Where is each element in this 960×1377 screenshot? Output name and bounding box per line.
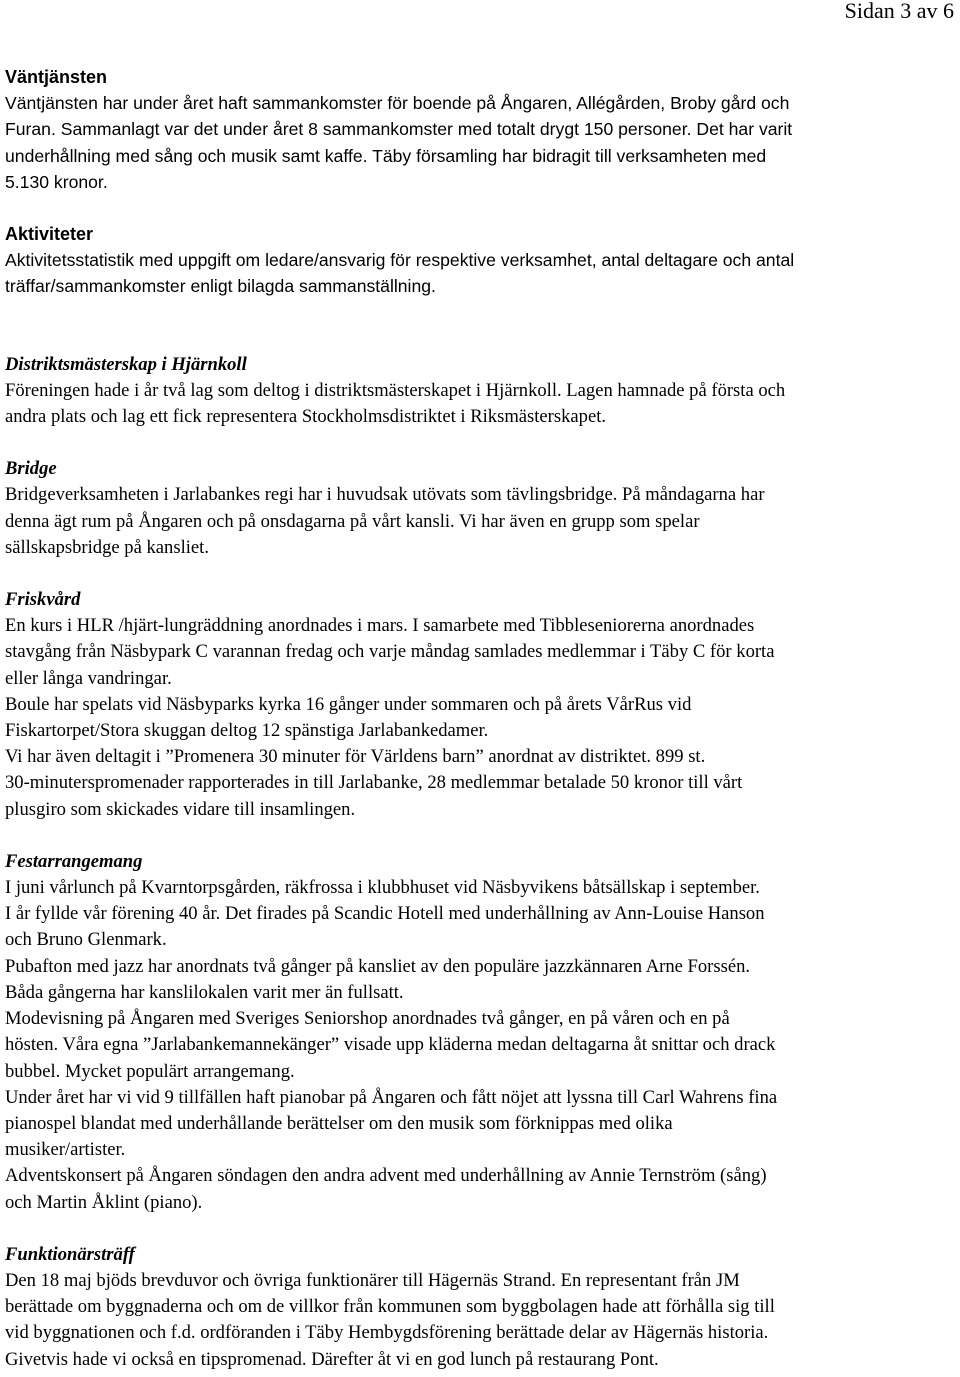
text-line: underhållning med sång och musik samt kaffe. Täby församling har bidragit till verksamheten med <box>5 145 767 166</box>
section-heading: Funktionärsträff <box>5 1243 135 1265</box>
text-line: 5.130 kronor. <box>5 171 108 192</box>
text-line: Under året har vi vid 9 tillfällen haft pianobar på Ångaren och fått nöjet att lyssna till Carl Wahrens fina <box>5 1086 778 1108</box>
text-line: sällskapsbridge på kansliet. <box>5 536 209 558</box>
text-line: Modevisning på Ångaren med Sveriges Seniorshop anordnades två gånger, en på våren och en på <box>5 1008 730 1030</box>
text-line: I juni vårlunch på Kvarntorpsgården, räkfrossa i klubbhuset vid Näsbyvikens båtsällskap i september. <box>5 877 760 899</box>
text-line: Aktivitetsstatistik med uppgift om ledare/ansvarig för respektive verksamhet, antal deltagare och antal <box>5 250 795 271</box>
section-heading: Väntjänsten <box>5 67 108 87</box>
document-body <box>5 64 957 1373</box>
text-line: Väntjänsten har under året haft sammankomster för boende på Ångaren, Allégården, Broby gård och <box>5 93 790 114</box>
text-line: stavgång från Näsbypark C varannan fredag och varje måndag samlades medlemmar i Täby C för korta <box>5 641 775 663</box>
section-distriktsmasterskap <box>5 352 957 431</box>
text-line: andra plats och lag ett fick representera Stockholmsdistriktet i Riksmästerskapet. <box>5 406 607 428</box>
text-line: Adventskonsert på Ångaren söndagen den andra advent med underhållning av Annie Ternström (sång) <box>5 1165 767 1187</box>
text-line: Den 18 maj bjöds brevduvor och övriga funktionärer till Hägernäs Strand. En representant från JM <box>5 1269 740 1291</box>
text-line: berättade om byggnaderna och om de villkor från kommunen som byggbolagen hade att förhålla sig till <box>5 1296 775 1318</box>
text-line: och Martin Åklint (piano). <box>5 1191 203 1213</box>
section-heading: Friskvård <box>5 589 81 611</box>
section-vantjansten <box>5 64 957 195</box>
text-line: denna ägt rum på Ångaren och på onsdagarna på vårt kansli. Vi har även en grupp som spelar <box>5 510 700 532</box>
text-line: Båda gångerna har kanslilokalen varit mer än fullsatt. <box>5 981 404 1003</box>
section-bridge <box>5 456 957 561</box>
section-aktiviteter <box>5 221 957 300</box>
text-line: Furan. Sammanlagt var det under året 8 sammankomster med totalt drygt 150 personer. Det har varit <box>5 119 793 140</box>
text-line: Föreningen hade i år två lag som deltog i distriktsmästerskapet i Hjärnkoll. Lagen hamnade på första och <box>5 379 786 401</box>
text-line: och Bruno Glenmark. <box>5 929 167 951</box>
text-line: Givetvis hade vi också en tipspromenad. Därefter åt vi en god lunch på restaurang Pont. <box>5 1348 659 1370</box>
text-line: träffar/sammankomster enligt bilagda sammanställning. <box>5 276 436 297</box>
text-line: Bridgeverksamheten i Jarlabankes regi har i huvudsak utövats som tävlingsbridge. På måndagarna har <box>5 484 765 506</box>
text-line: eller långa vandringar. <box>5 667 172 689</box>
page-number: Sidan 3 av 6 <box>844 0 954 23</box>
text-line: hösten. Våra egna ”Jarlabankemannekänger” visade upp kläderna medan deltagarna åt snittar och drack <box>5 1034 776 1056</box>
text-line: Fiskartorpet/Stora skuggan deltog 12 spänstiga Jarlabankedamer. <box>5 720 489 742</box>
text-line: Vi har även deltagit i ”Promenera 30 minuter för Världens barn” anordnat av distriktet. 899 st. <box>5 746 706 768</box>
text-line: En kurs i HLR /hjärt-lungräddning anordnades i mars. I samarbete med Tibbleseniorerna anordnades <box>5 615 755 637</box>
text-line: plusgiro som skickades vidare till insamlingen. <box>5 798 356 820</box>
section-heading: Distriktsmästerskap i Hjärnkoll <box>5 353 247 375</box>
text-line: musiker/artister. <box>5 1139 126 1161</box>
text-line: Pubafton med jazz har anordnats två gånger på kansliet av den populäre jazzkännaren Arne Forssén. <box>5 955 751 977</box>
text-line: Boule har spelats vid Näsbyparks kyrka 16 gånger under sommaren och på årets VårRus vid <box>5 693 692 715</box>
section-friskvard <box>5 587 957 823</box>
text-line: pianospel blandat med underhållande berättelser om den musik som förknippas med olika <box>5 1112 673 1134</box>
section-heading: Festarrangemang <box>5 850 143 872</box>
text-line: vid byggnationen och f.d. ordföranden i Täby Hembygdsförening berättade delar av Hägernäs historia. <box>5 1322 769 1344</box>
text-line: I år fyllde vår förening 40 år. Det firades på Scandic Hotell med underhållning av Ann-Louise Hanson <box>5 903 765 925</box>
section-funktionarstraff <box>5 1242 957 1373</box>
section-heading: Bridge <box>5 458 57 480</box>
text-line: bubbel. Mycket populärt arrangemang. <box>5 1060 295 1082</box>
text-line: 30-minuterspromenader rapporterades in till Jarlabanke, 28 medlemmar betalade 50 kronor till vårt <box>5 772 743 794</box>
section-heading: Aktiviteter <box>5 224 94 245</box>
section-festarrangemang <box>5 849 957 1216</box>
